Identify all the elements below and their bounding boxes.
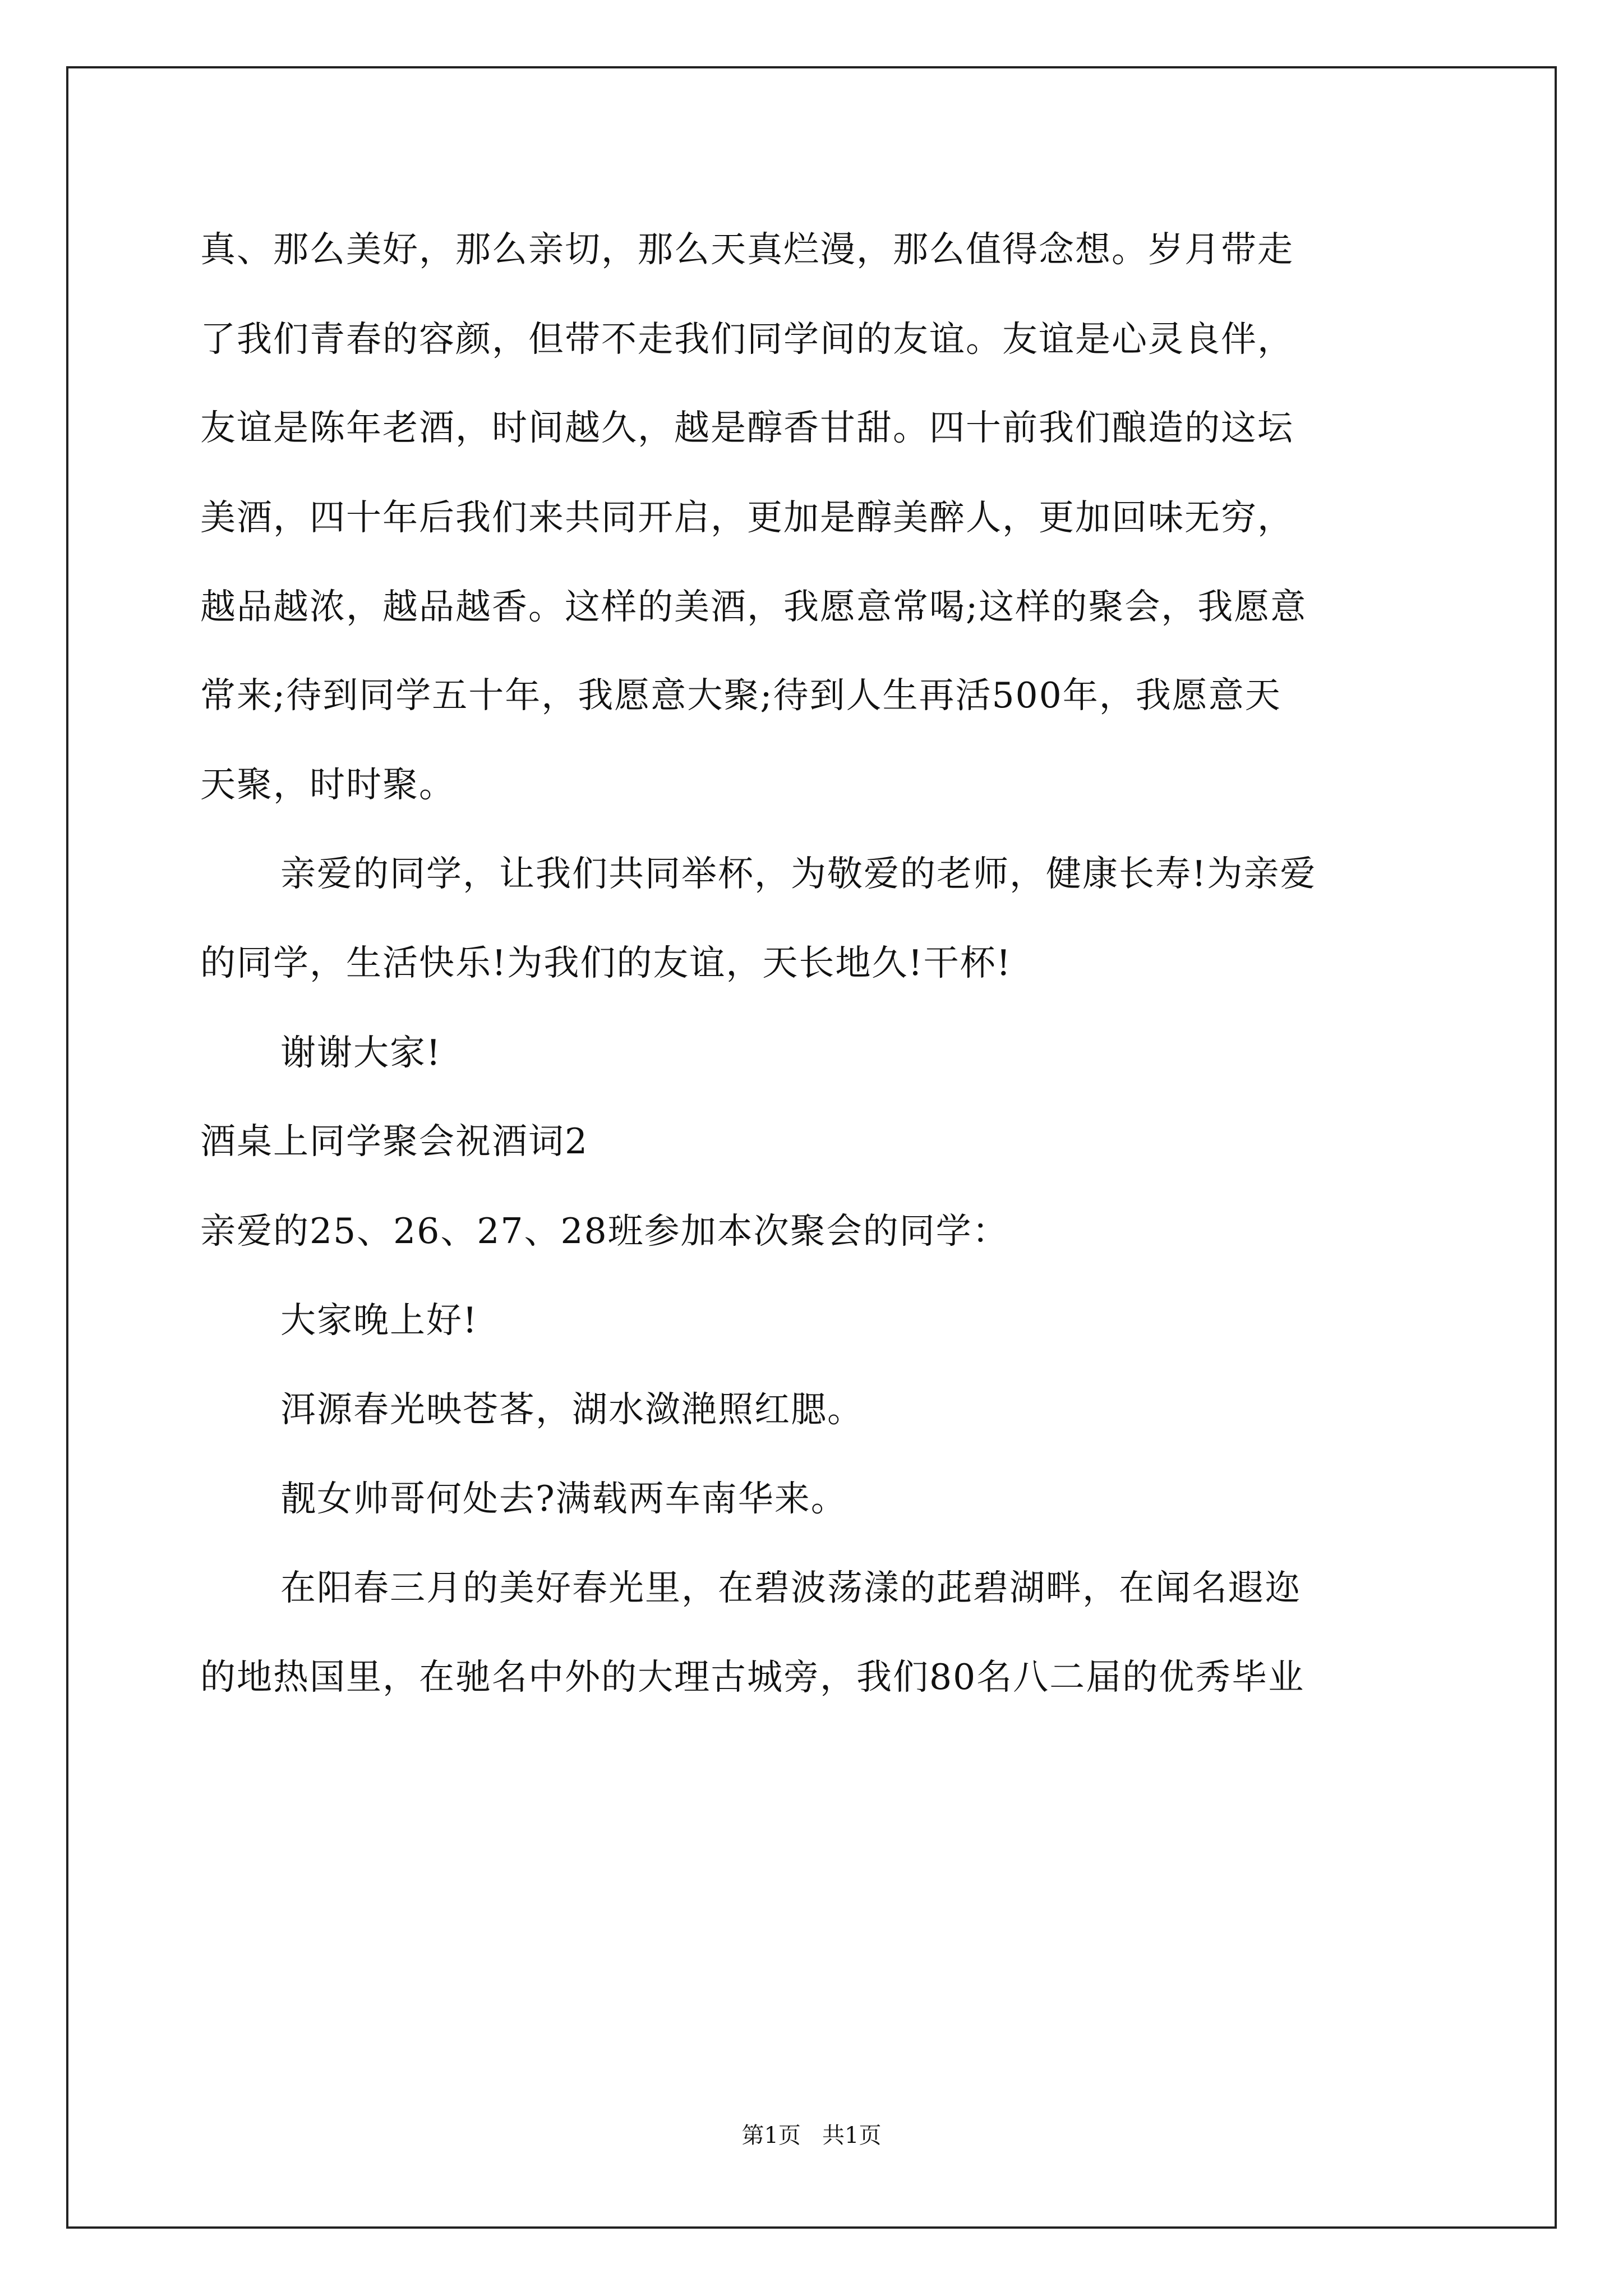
text-line: 美酒，四十年后我们来共同开启，更加是醇美醉人，更加回味无穷， <box>200 497 1294 538</box>
text-line: 真、那么美好，那么亲切，那么天真烂漫，那么值得念想。岁月带走 <box>200 229 1294 270</box>
text-line: 了我们青春的容颜，但带不走我们同学间的友谊。友谊是心灵良伴， <box>200 319 1294 360</box>
closing-thanks: 谢谢大家! <box>280 1032 442 1073</box>
text-line: 常来;待到同学五十年，我愿意大聚;待到人生再活500年，我愿意天 <box>200 675 1281 716</box>
section-heading: 酒桌上同学聚会祝酒词2 <box>200 1121 589 1162</box>
text-line: 友谊是陈年老酒，时间越久，越是醇香甘甜。四十前我们酿造的这坛 <box>200 407 1294 448</box>
paragraph-first-line: 亲爱的同学，让我们共同举杯，为敬爱的老师，健康长寿!为亲爱 <box>280 853 1317 894</box>
greeting: 大家晚上好! <box>280 1300 478 1341</box>
page-footer: 第1页 共1页 <box>741 2123 882 2148</box>
text-line: 的同学，生活快乐!为我们的友谊，天长地久!干杯! <box>200 942 1012 983</box>
poem-line: 靓女帅哥何处去?满载两车南华来。 <box>280 1478 847 1519</box>
text-line: 的地热国里，在驰名中外的大理古城旁，我们80名八二届的优秀毕业 <box>200 1657 1305 1697</box>
poem-line: 洱源春光映苍茖，湖水潋滟照红腮。 <box>280 1389 864 1430</box>
text-line: 越品越浓，越品越香。这样的美酒，我愿意常喝;这样的聚会，我愿意 <box>200 586 1307 627</box>
paragraph-first-line: 在阳春三月的美好春光里，在碧波荡漾的茈碧湖畔，在闻名遐迩 <box>280 1567 1301 1608</box>
text-line: 天聚，时时聚。 <box>200 764 455 805</box>
salutation: 亲爱的25、26、27、28班参加本次聚会的同学： <box>200 1211 1009 1251</box>
